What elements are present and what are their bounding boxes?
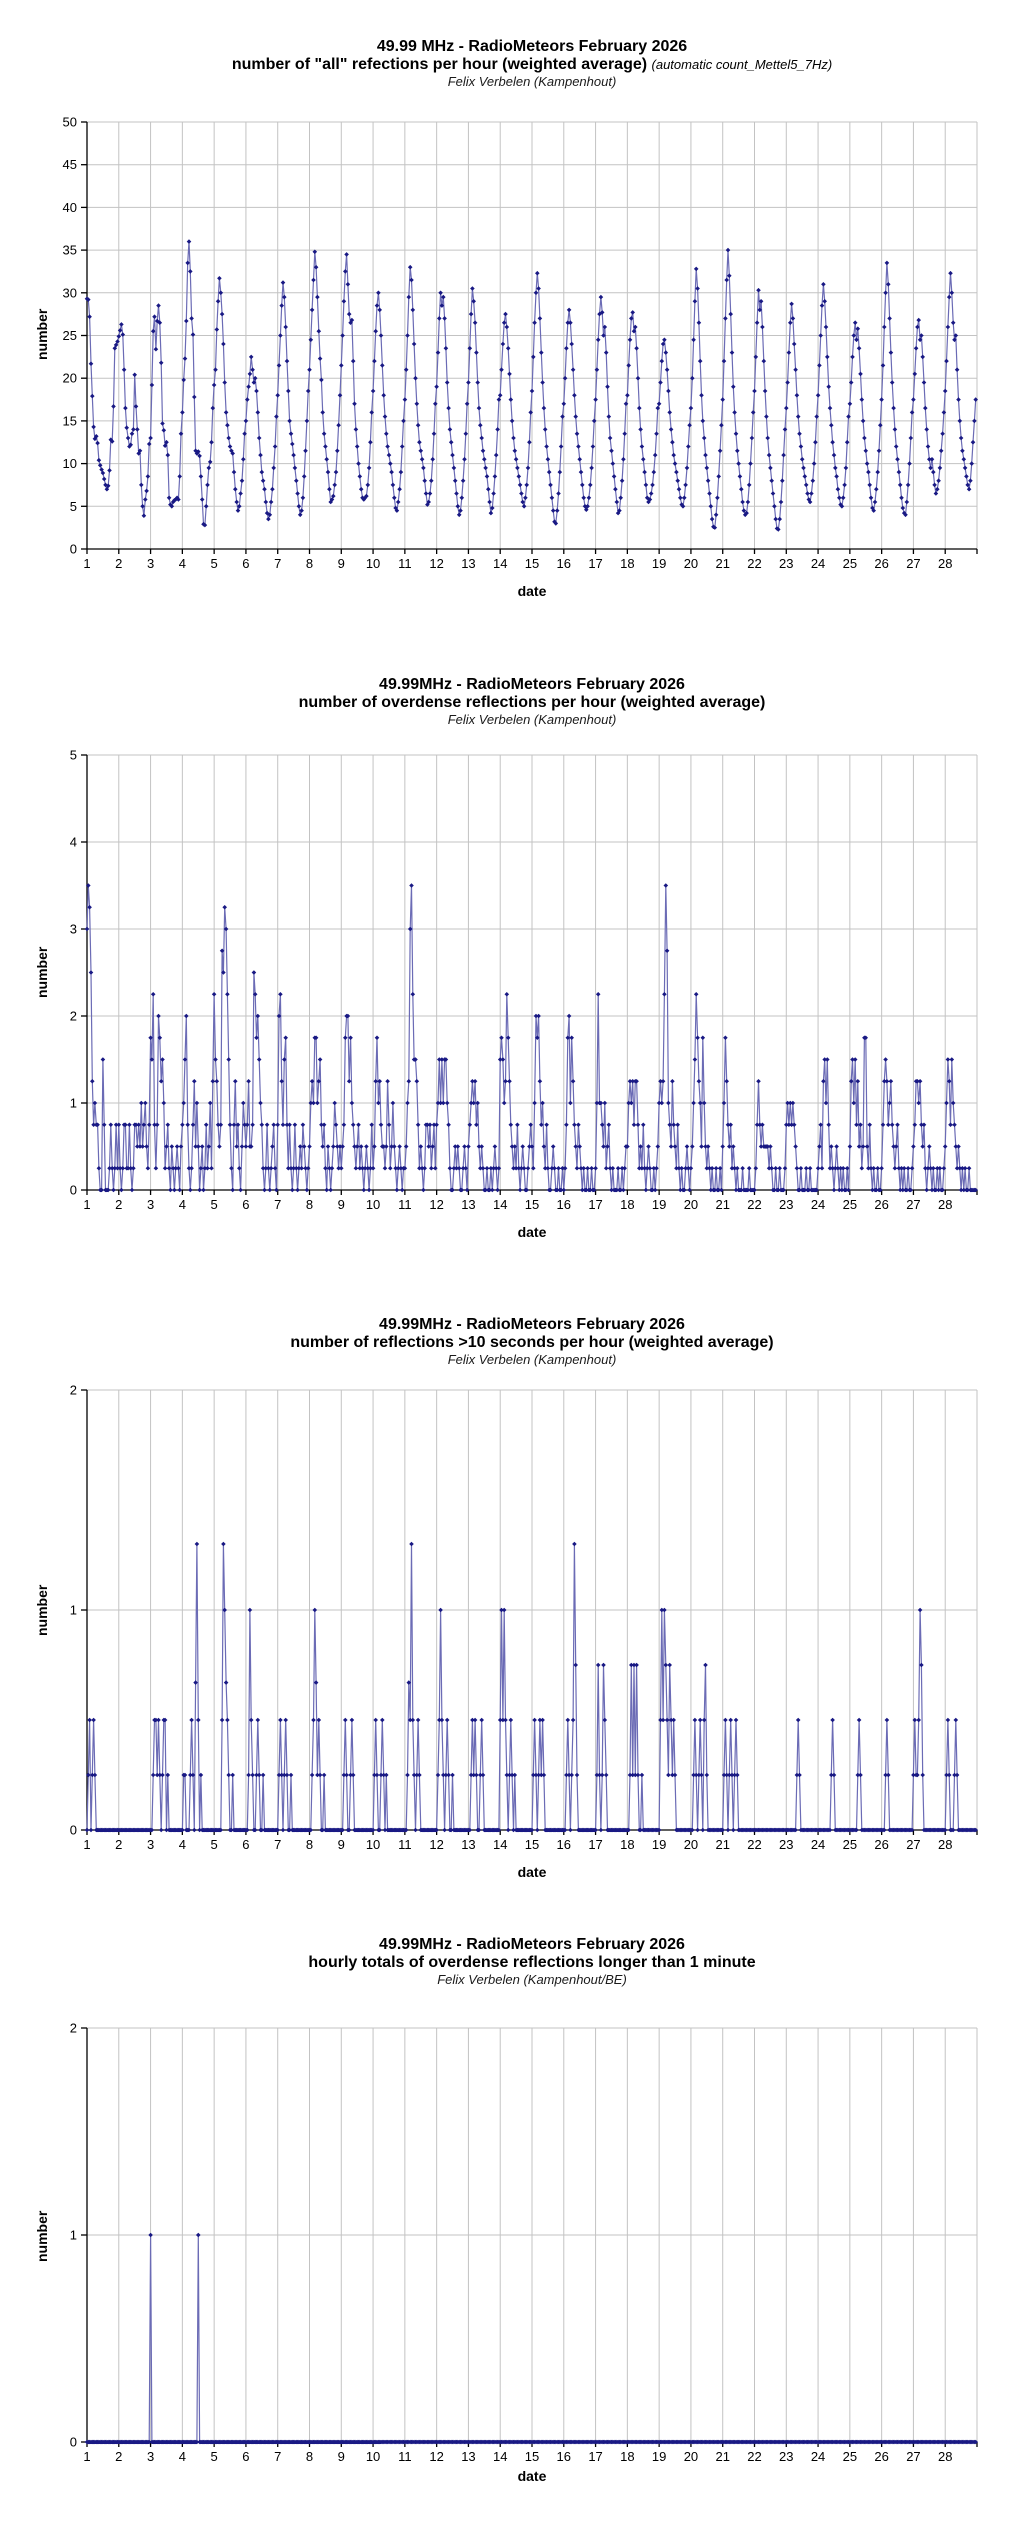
- x-tick-label: 12: [429, 556, 444, 571]
- x-tick-label: 21: [715, 556, 730, 571]
- x-tick-label: 12: [429, 1197, 444, 1212]
- chart4-subtitle: hourly totals of overdense reflections longer than 1 minute: [308, 1954, 756, 1971]
- chart3-data-point-markers: [85, 1542, 978, 1833]
- y-tick-label: 2: [69, 1008, 77, 1024]
- y-tick-label: 0: [69, 1182, 77, 1198]
- y-tick-label: 5: [69, 498, 77, 514]
- x-tick-label: 19: [651, 2449, 667, 2464]
- x-tick-label: 26: [874, 556, 889, 571]
- x-tick-label: 3: [146, 1837, 155, 1852]
- y-tick-label: 45: [62, 157, 77, 173]
- chart1-title-block: [87, 38, 977, 90]
- chart3-axes: [81, 1390, 977, 1835]
- chart2-plot: [70, 748, 978, 1213]
- x-tick-label: 26: [874, 2449, 889, 2464]
- x-tick-label: 10: [365, 1837, 381, 1852]
- x-tick-label: 2: [115, 556, 123, 571]
- chart4-series-line: [87, 2235, 976, 2442]
- chart2-axes: [81, 755, 977, 1195]
- x-tick-label: 9: [337, 1197, 345, 1212]
- x-tick-label: 5: [210, 1197, 218, 1212]
- chart4-plot: [70, 2021, 978, 2465]
- chart1-plot: [63, 115, 978, 572]
- x-tick-label: 7: [274, 2449, 282, 2464]
- x-tick-label: 20: [683, 556, 699, 571]
- chart2-series-line: [87, 886, 976, 1191]
- x-tick-label: 27: [906, 556, 921, 571]
- x-tick-label: 15: [524, 556, 540, 571]
- x-tick-label: 7: [274, 1197, 282, 1212]
- chart4-tick-labels: [70, 2021, 953, 2465]
- x-tick-label: 2: [115, 1197, 123, 1212]
- chart4-data-point-markers: [85, 2233, 978, 2445]
- x-tick-label: 26: [874, 1197, 889, 1212]
- chart2-title: 49.99MHz - RadioMeteors February 2026: [379, 676, 685, 693]
- x-tick-label: 21: [715, 2449, 730, 2464]
- x-tick-label: 23: [779, 556, 794, 571]
- x-tick-label: 14: [492, 1197, 508, 1212]
- x-tick-label: 24: [810, 1837, 826, 1852]
- chart3-x-axis-label: date: [517, 1864, 547, 1880]
- x-tick-label: 15: [524, 1197, 540, 1212]
- x-tick-label: 17: [588, 2449, 603, 2464]
- y-tick-label: 1: [69, 1095, 77, 1111]
- y-tick-label: 20: [62, 370, 77, 386]
- x-tick-label: 3: [146, 556, 155, 571]
- y-tick-label: 10: [62, 456, 77, 472]
- x-tick-label: 4: [178, 1197, 186, 1212]
- chart3-title-block: [87, 1316, 977, 1368]
- x-tick-label: 13: [461, 1197, 476, 1212]
- x-tick-label: 21: [715, 1837, 730, 1852]
- x-tick-label: 11: [398, 2449, 412, 2464]
- x-tick-label: 22: [747, 1197, 762, 1212]
- y-tick-label: 5: [69, 747, 77, 763]
- x-tick-label: 26: [874, 1837, 889, 1852]
- x-tick-label: 18: [620, 1837, 635, 1852]
- chart4-gridlines: [87, 2028, 977, 2442]
- x-tick-label: 1: [83, 1197, 91, 1212]
- x-tick-label: 20: [683, 2449, 699, 2464]
- chart4-x-axis-label: date: [517, 2468, 547, 2484]
- y-tick-label: 2: [69, 1382, 77, 1398]
- x-tick-label: 14: [492, 556, 508, 571]
- y-tick-label: 25: [62, 328, 77, 343]
- x-tick-label: 22: [747, 1837, 762, 1852]
- y-tick-label: 0: [69, 1822, 77, 1838]
- x-tick-label: 16: [556, 1197, 572, 1212]
- x-tick-label: 4: [178, 556, 186, 571]
- chart1-credit: Felix Verbelen (Kampenhout): [447, 74, 617, 89]
- y-tick-label: 40: [62, 199, 77, 215]
- x-tick-label: 12: [429, 1837, 444, 1852]
- x-tick-label: 10: [365, 556, 381, 571]
- x-tick-label: 15: [524, 2449, 540, 2464]
- y-tick-label: 30: [62, 285, 77, 301]
- chart1-y-axis-label: number: [34, 308, 50, 360]
- x-tick-label: 27: [906, 1197, 921, 1212]
- chart3-y-axis-label: number: [34, 1584, 50, 1636]
- chart3-credit: Felix Verbelen (Kampenhout): [447, 1352, 617, 1367]
- x-tick-label: 17: [588, 1837, 603, 1852]
- x-tick-label: 28: [937, 1837, 953, 1852]
- chart2-subtitle: number of overdense reflections per hour (weighted average): [298, 694, 766, 711]
- x-tick-label: 27: [906, 1837, 921, 1852]
- x-tick-label: 18: [620, 1197, 635, 1212]
- x-tick-label: 6: [242, 1837, 250, 1852]
- chart1-series-line: [87, 242, 976, 530]
- x-tick-label: 7: [274, 556, 282, 571]
- y-tick-label: 0: [69, 541, 77, 557]
- x-tick-label: 13: [461, 556, 476, 571]
- x-tick-label: 18: [620, 556, 635, 571]
- x-tick-label: 22: [747, 2449, 762, 2464]
- chart1-subtitle-line: [87, 56, 977, 74]
- x-tick-label: 16: [556, 556, 572, 571]
- x-tick-label: 27: [906, 2449, 921, 2464]
- x-tick-label: 4: [178, 2449, 186, 2464]
- chart1-subtitle-note: (automatic count_Mettel5_7Hz): [651, 57, 833, 72]
- x-tick-label: 18: [620, 2449, 635, 2464]
- x-tick-label: 20: [683, 1837, 699, 1852]
- x-tick-label: 5: [210, 556, 218, 571]
- chart4-title: 49.99MHz - RadioMeteors February 2026: [379, 1936, 685, 1953]
- x-tick-label: 17: [588, 1197, 603, 1212]
- x-tick-label: 3: [146, 2449, 155, 2464]
- chart4-credit: Felix Verbelen (Kampenhout/BE): [437, 1972, 627, 1987]
- x-tick-label: 5: [210, 2449, 218, 2464]
- x-tick-label: 14: [492, 1837, 508, 1852]
- x-tick-label: 8: [305, 1837, 314, 1852]
- x-tick-label: 28: [937, 556, 953, 571]
- x-tick-label: 2: [115, 2449, 123, 2464]
- x-tick-label: 6: [242, 1197, 250, 1212]
- x-tick-label: 16: [556, 1837, 572, 1852]
- x-tick-label: 25: [842, 556, 858, 571]
- x-tick-label: 1: [83, 556, 91, 571]
- x-tick-label: 3: [146, 1197, 155, 1212]
- x-tick-label: 23: [779, 2449, 794, 2464]
- x-tick-label: 25: [842, 2449, 858, 2464]
- x-tick-label: 16: [556, 2449, 572, 2464]
- y-tick-label: 1: [69, 1602, 77, 1618]
- y-tick-label: 0: [69, 2434, 77, 2450]
- x-tick-label: 11: [398, 1197, 412, 1212]
- x-tick-label: 9: [337, 1837, 345, 1852]
- y-tick-label: 50: [62, 114, 77, 130]
- x-tick-label: 28: [937, 1197, 953, 1212]
- x-tick-label: 19: [651, 1837, 667, 1852]
- y-tick-label: 15: [62, 413, 77, 429]
- chart4-y-axis-label: number: [34, 2210, 50, 2262]
- x-tick-label: 20: [683, 1197, 699, 1212]
- x-tick-label: 23: [779, 1197, 794, 1212]
- y-tick-label: 4: [69, 834, 77, 850]
- x-tick-label: 25: [842, 1837, 858, 1852]
- chart4-title-block: [87, 1936, 977, 1988]
- x-tick-label: 19: [651, 556, 667, 571]
- x-tick-label: 8: [305, 2449, 314, 2464]
- chart1-title: 49.99 MHz - RadioMeteors February 2026: [376, 38, 688, 55]
- y-tick-label: 2: [69, 2020, 77, 2036]
- chart3-title: 49.99MHz - RadioMeteors February 2026: [379, 1316, 685, 1333]
- x-tick-label: 8: [305, 556, 314, 571]
- chart3-series-line: [87, 1544, 976, 1830]
- chart2-title-block: [87, 676, 977, 728]
- x-tick-label: 7: [274, 1837, 282, 1852]
- chart2-y-axis-label: number: [34, 946, 50, 998]
- x-tick-label: 9: [337, 2449, 345, 2464]
- chart2-data-point-markers: [85, 883, 978, 1192]
- x-tick-label: 25: [842, 1197, 858, 1212]
- x-tick-label: 23: [779, 1837, 794, 1852]
- x-tick-label: 21: [715, 1197, 730, 1212]
- x-tick-label: 19: [651, 1197, 667, 1212]
- x-tick-label: 10: [365, 2449, 381, 2464]
- x-tick-label: 14: [492, 2449, 508, 2464]
- x-tick-label: 9: [337, 556, 345, 571]
- chart2-credit: Felix Verbelen (Kampenhout): [447, 712, 617, 727]
- x-tick-label: 17: [588, 556, 603, 571]
- y-tick-label: 3: [69, 921, 77, 937]
- chart3-tick-labels: [70, 1383, 953, 1853]
- chart1-x-axis-label: date: [517, 583, 547, 599]
- x-tick-label: 1: [83, 2449, 91, 2464]
- chart3-subtitle: number of reflections >10 seconds per hour (weighted average): [290, 1334, 774, 1351]
- x-tick-label: 13: [461, 2449, 476, 2464]
- chart4-axes: [81, 2028, 977, 2447]
- chart3-gridlines: [87, 1390, 977, 1830]
- x-tick-label: 2: [115, 1837, 123, 1852]
- x-tick-label: 11: [398, 1837, 412, 1852]
- x-tick-label: 6: [242, 556, 250, 571]
- chart1-axes: [81, 122, 977, 554]
- x-tick-label: 5: [210, 1837, 218, 1852]
- x-tick-label: 24: [810, 556, 826, 571]
- y-tick-label: 1: [69, 2227, 77, 2243]
- x-tick-label: 15: [524, 1837, 540, 1852]
- x-tick-label: 24: [810, 2449, 826, 2464]
- chart3-plot: [70, 1383, 978, 1853]
- y-tick-label: 35: [62, 242, 77, 258]
- chart2-x-axis-label: date: [517, 1224, 547, 1240]
- chart1-subtitle: number of "all" refections per hour (weighted average): [231, 56, 648, 73]
- x-tick-label: 4: [178, 1837, 186, 1852]
- x-tick-label: 12: [429, 2449, 444, 2464]
- x-tick-label: 24: [810, 1197, 826, 1212]
- x-tick-label: 8: [305, 1197, 314, 1212]
- x-tick-label: 11: [398, 556, 412, 571]
- x-tick-label: 22: [747, 556, 762, 571]
- x-tick-label: 13: [461, 1837, 476, 1852]
- x-tick-label: 28: [937, 2449, 953, 2464]
- x-tick-label: 10: [365, 1197, 381, 1212]
- x-tick-label: 1: [83, 1837, 91, 1852]
- x-tick-label: 6: [242, 2449, 250, 2464]
